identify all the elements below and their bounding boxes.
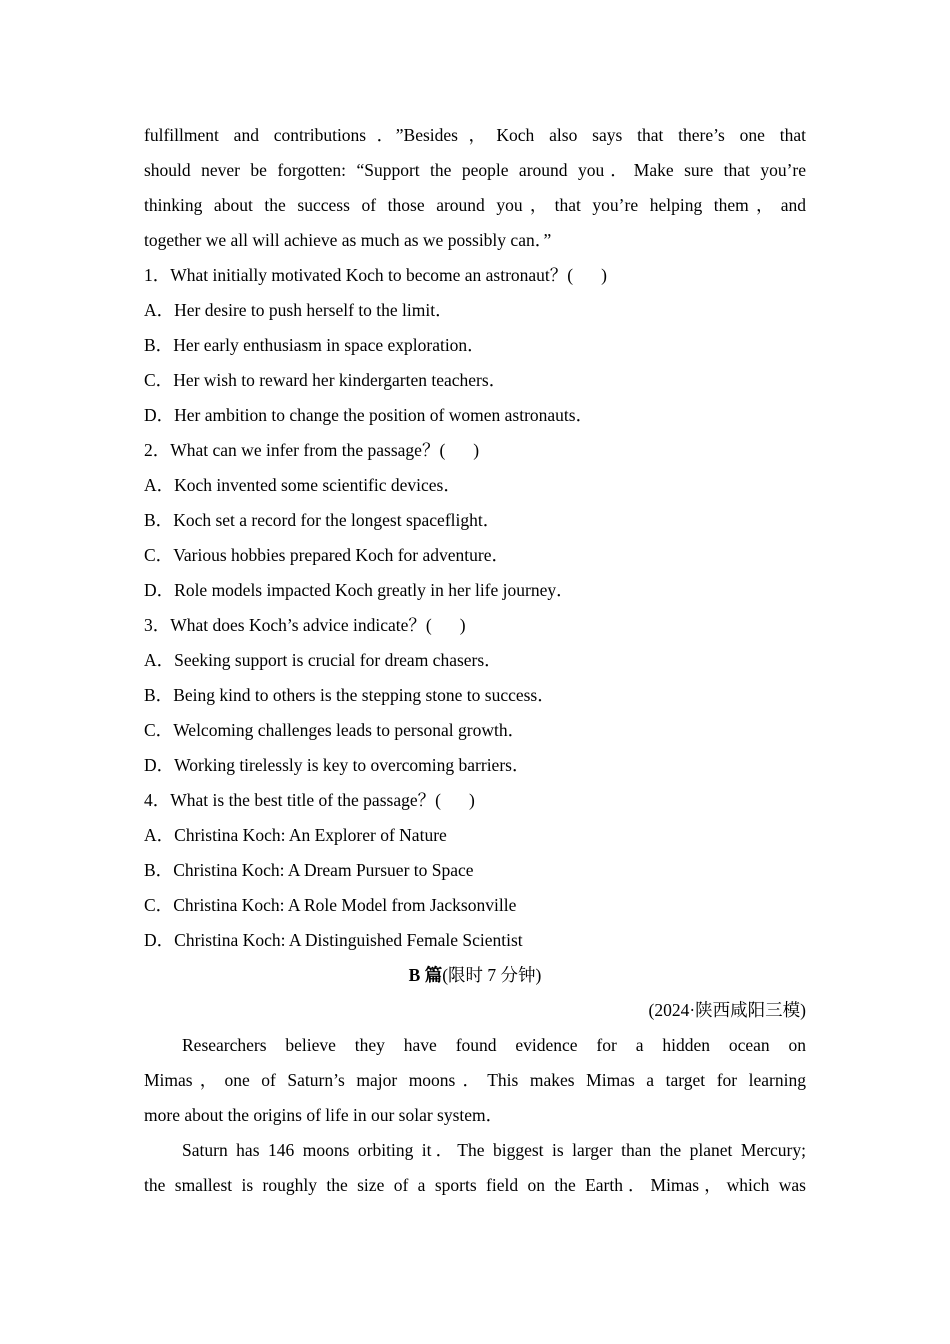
option-text: Being kind to others is the stepping stone to success．: [173, 685, 555, 705]
question-close-paren: ): [459, 615, 466, 635]
question-1: [144, 258, 806, 293]
option-letter: D．: [144, 405, 175, 425]
question-2: [144, 433, 806, 468]
option-2-a: [144, 468, 806, 503]
option-3-b: [144, 678, 806, 713]
option-4-a: [144, 818, 806, 853]
intro-paragraph: [144, 118, 806, 258]
option-3-d: [144, 748, 806, 783]
question-text: What can we infer from the passage？(: [170, 440, 446, 460]
option-letter: D．: [144, 930, 175, 950]
passage-line: the smallest is roughly the size of a sports field on the Earth．Mimas，which was: [144, 1175, 806, 1195]
option-text: Her ambition to change the position of women astronauts．: [174, 405, 594, 425]
option-letter: B．: [144, 335, 174, 355]
question-close-paren: ): [468, 790, 475, 810]
option-4-c: [144, 888, 806, 923]
question-text: What is the best title of the passage？(: [170, 790, 441, 810]
option-3-c: [144, 713, 806, 748]
option-4-b: [144, 853, 806, 888]
section-b-source: (2024·陕西咸阳三模): [648, 1000, 806, 1020]
option-letter: A．: [144, 650, 175, 670]
option-text: Her desire to push herself to the limit．: [174, 300, 453, 320]
option-letter: A．: [144, 825, 175, 845]
option-1-b: [144, 328, 806, 363]
option-letter: C．: [144, 370, 174, 390]
question-3: [144, 608, 806, 643]
question-number: 2．: [144, 440, 171, 460]
option-text: Her wish to reward her kindergarten teachers．: [173, 370, 507, 390]
question-number: 4．: [144, 790, 171, 810]
intro-line: should never be forgotten: “Support the people around you．Make sure that you’re: [144, 160, 806, 180]
option-letter: C．: [144, 545, 174, 565]
section-b-title: [144, 958, 806, 993]
option-letter: C．: [144, 720, 174, 740]
option-text: Various hobbies prepared Koch for adventure．: [173, 545, 509, 565]
option-letter: D．: [144, 580, 175, 600]
option-text: Christina Koch: An Explorer of Nature: [174, 825, 447, 845]
question-4: [144, 783, 806, 818]
passage-line: Saturn has 146 moons orbiting it．The biggest is larger than the planet Mercury;: [182, 1140, 806, 1160]
option-2-c: [144, 538, 806, 573]
option-3-a: [144, 643, 806, 678]
option-letter: B．: [144, 860, 174, 880]
intro-line: fulfillment and contributions．”Besides，Koch also says that there’s one that: [144, 125, 806, 145]
option-letter: C．: [144, 895, 174, 915]
option-letter: D．: [144, 755, 175, 775]
option-2-b: [144, 503, 806, 538]
option-text: Koch set a record for the longest spaceflight．: [173, 510, 501, 530]
option-4-d: [144, 923, 806, 958]
passage-line: Mimas，one of Saturn’s major moons．This makes Mimas a target for learning: [144, 1070, 806, 1090]
option-text: Role models impacted Koch greatly in her life journey．: [174, 580, 574, 600]
option-text: Her early enthusiasm in space exploration．: [173, 335, 485, 355]
option-1-c: [144, 363, 806, 398]
option-text: Christina Koch: A Role Model from Jacksonville: [173, 895, 517, 915]
question-number: 1．: [144, 265, 171, 285]
passage-line: more about the origins of life in our solar system．: [144, 1105, 504, 1125]
intro-line: thinking about the success of those around you，that you’re helping them，and: [144, 195, 806, 215]
question-number: 3．: [144, 615, 171, 635]
option-1-d: [144, 398, 806, 433]
option-letter: B．: [144, 510, 174, 530]
question-text: What initially motivated Koch to become an astronaut？(: [170, 265, 574, 285]
option-letter: B．: [144, 685, 174, 705]
passage-paragraph: [144, 1028, 806, 1203]
question-list: [144, 258, 806, 958]
section-b-time-limit: (限时 7 分钟): [442, 965, 542, 985]
option-2-d: [144, 573, 806, 608]
document-page: [144, 118, 806, 1203]
option-text: Welcoming challenges leads to personal growth．: [173, 720, 526, 740]
question-close-paren: ): [473, 440, 480, 460]
question-text: What does Koch’s advice indicate？(: [170, 615, 432, 635]
option-text: Working tirelessly is key to overcoming barriers．: [174, 755, 530, 775]
option-letter: A．: [144, 300, 175, 320]
option-text: Christina Koch: A Distinguished Female Scientist: [174, 930, 523, 950]
intro-line: together we all will achieve as much as we possibly can．”: [144, 230, 552, 250]
option-letter: A．: [144, 475, 175, 495]
option-1-a: [144, 293, 806, 328]
option-text: Seeking support is crucial for dream chasers．: [174, 650, 502, 670]
question-close-paren: ): [601, 265, 607, 285]
option-text: Koch invented some scientific devices．: [174, 475, 461, 495]
option-text: Christina Koch: A Dream Pursuer to Space: [173, 860, 474, 880]
section-b-title-bold: B 篇: [408, 965, 443, 985]
passage-line: Researchers believe they have found evidence for a hidden ocean on: [182, 1035, 806, 1055]
